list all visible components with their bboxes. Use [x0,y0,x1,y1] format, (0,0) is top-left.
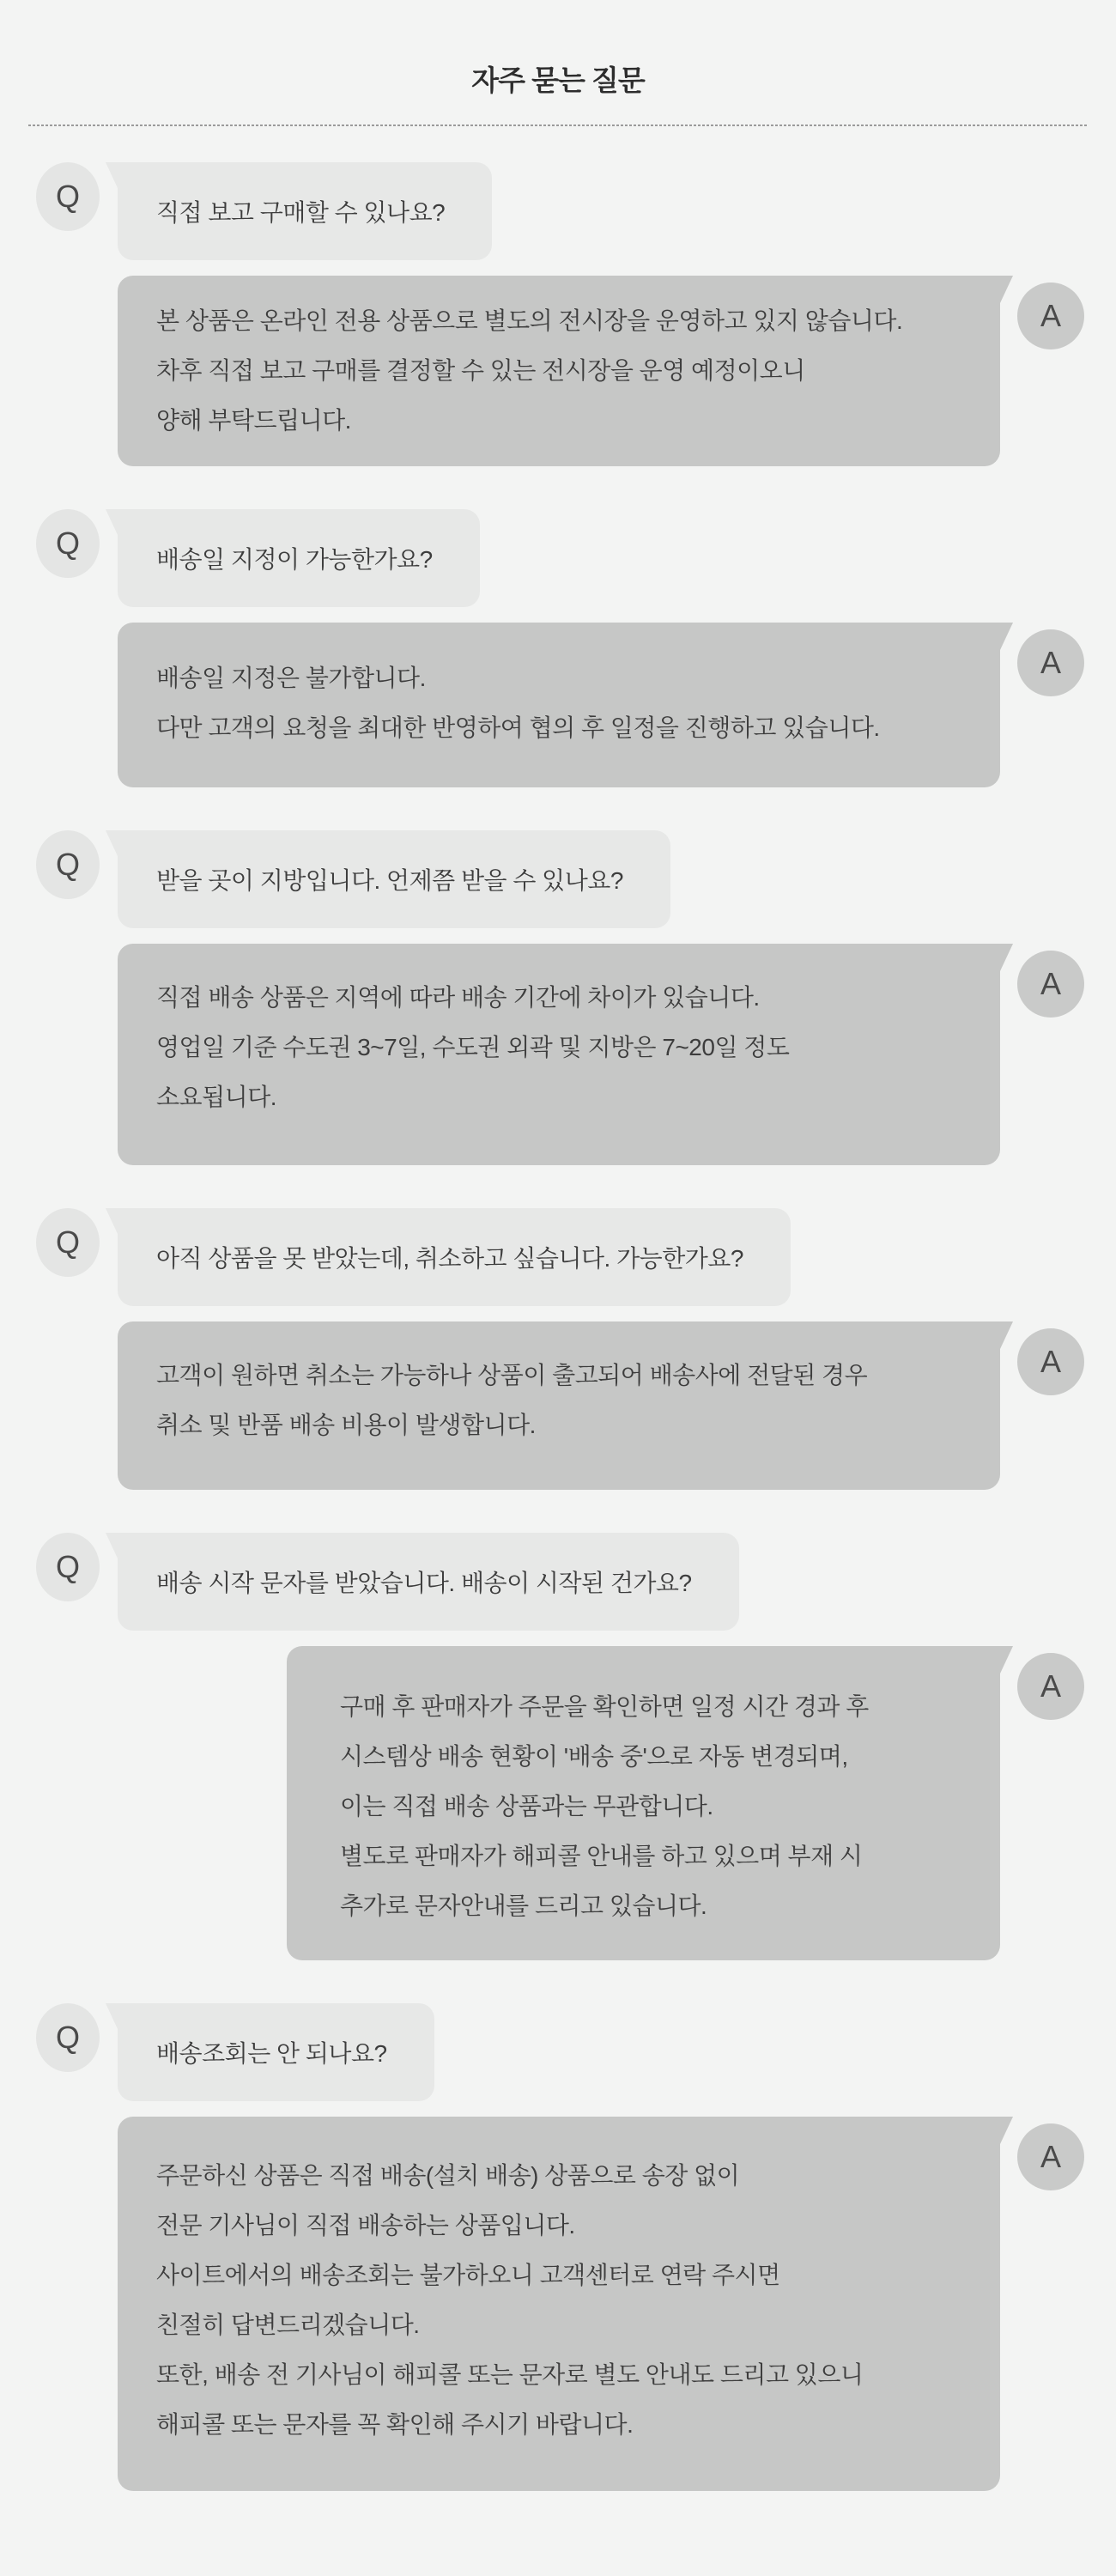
question-bubble [118,2003,434,2101]
question-badge: Q [36,1208,100,1277]
answer-line: 해피콜 또는 문자를 꼭 확인해 주시기 바랍니다. [156,2411,634,2438]
answer-badge: A [1017,629,1084,696]
question-badge: Q [36,162,100,231]
question-bubble [118,509,480,607]
answer-line: 양해 부탁드립니다. [156,407,351,434]
answer-line: 추가로 문자안내를 드리고 있습니다. [340,1893,707,1919]
answer-line: 본 상품은 온라인 전용 상품으로 별도의 전시장을 운영하고 있지 않습니다. [156,307,903,334]
answer-bubble [118,944,1000,1165]
answer-badge: A [1017,2123,1084,2190]
question-text: 배송일 지정이 가능한가요? [156,546,433,573]
page-title: 자주 묻는 질문 [471,64,645,96]
answer-line: 또한, 배송 전 기사님이 해피콜 또는 문자로 별도 안내도 드리고 있으니 [156,2361,864,2388]
answer-bubble [118,1321,1000,1490]
faq-section [0,830,1116,1165]
question-bubble [118,830,670,928]
answer-line: 별도로 판매자가 해피콜 안내를 하고 있으며 부재 시 [340,1843,863,1869]
answer-bubble [118,276,1000,466]
question-row [0,1533,1116,1631]
question-text: 배송 시작 문자를 받았습니다. 배송이 시작된 건가요? [156,1570,692,1596]
question-row [0,830,1116,928]
answer-row [0,944,1116,1165]
answer-line: 고객이 원하면 취소는 가능하나 상품이 출고되어 배송사에 전달된 경우 [156,1362,868,1388]
answer-bubble [287,1646,1000,1960]
answer-line: 전문 기사님이 직접 배송하는 상품입니다. [156,2212,575,2239]
answer-line: 이는 직접 배송 상품과는 무관합니다. [340,1793,713,1820]
answer-line: 영업일 기준 수도권 3~7일, 수도권 외곽 및 지방은 7~20일 정도 [156,1034,790,1060]
question-row [0,162,1116,260]
question-text: 직접 보고 구매할 수 있나요? [156,199,446,226]
question-bubble [118,1533,739,1631]
question-badge: Q [36,1533,100,1601]
page-header [0,0,1116,126]
answer-badge: A [1017,283,1084,349]
question-text: 배송조회는 안 되나요? [156,2040,387,2067]
answer-line: 배송일 지정은 불가합니다. [156,665,426,691]
answer-row [0,1321,1116,1490]
answer-line: 친절히 답변드리겠습니다. [156,2312,420,2338]
faq-list [0,126,1116,2558]
question-badge: Q [36,2003,100,2072]
question-badge: Q [36,830,100,899]
answer-line: 구매 후 판매자가 주문을 확인하면 일정 시간 경과 후 [340,1693,869,1720]
answer-line: 취소 및 반품 배송 비용이 발생합니다. [156,1412,536,1438]
faq-section [0,509,1116,787]
question-bubble [118,162,492,260]
answer-bubble [118,2117,1000,2491]
answer-line: 다만 고객의 요청을 최대한 반영하여 협의 후 일정을 진행하고 있습니다. [156,714,880,741]
answer-badge: A [1017,951,1084,1018]
answer-badge: A [1017,1328,1084,1395]
question-row [0,2003,1116,2101]
faq-section [0,1208,1116,1490]
answer-line: 직접 배송 상품은 지역에 따라 배송 기간에 차이가 있습니다. [156,984,760,1011]
answer-row [0,623,1116,787]
answer-line: 사이트에서의 배송조회는 불가하오니 고객센터로 연락 주시면 [156,2262,780,2288]
answer-bubble [118,623,1000,787]
answer-line: 차후 직접 보고 구매를 결정할 수 있는 전시장을 운영 예정이오니 [156,357,805,384]
answer-badge: A [1017,1653,1084,1720]
faq-section [0,162,1116,466]
answer-row [0,1646,1116,1960]
answer-line: 소요됩니다. [156,1084,277,1110]
question-badge: Q [36,509,100,578]
question-text: 아직 상품을 못 받았는데, 취소하고 싶습니다. 가능한가요? [156,1245,743,1272]
answer-row [0,276,1116,466]
question-row [0,1208,1116,1306]
answer-line: 시스템상 배송 현황이 '배송 중'으로 자동 변경되며, [340,1743,848,1770]
faq-section [0,2003,1116,2491]
question-text: 받을 곳이 지방입니다. 언제쯤 받을 수 있나요? [156,867,623,894]
faq-section [0,1533,1116,1960]
question-row [0,509,1116,607]
answer-row [0,2117,1116,2491]
answer-line: 주문하신 상품은 직접 배송(설치 배송) 상품으로 송장 없이 [156,2162,740,2189]
question-bubble [118,1208,791,1306]
